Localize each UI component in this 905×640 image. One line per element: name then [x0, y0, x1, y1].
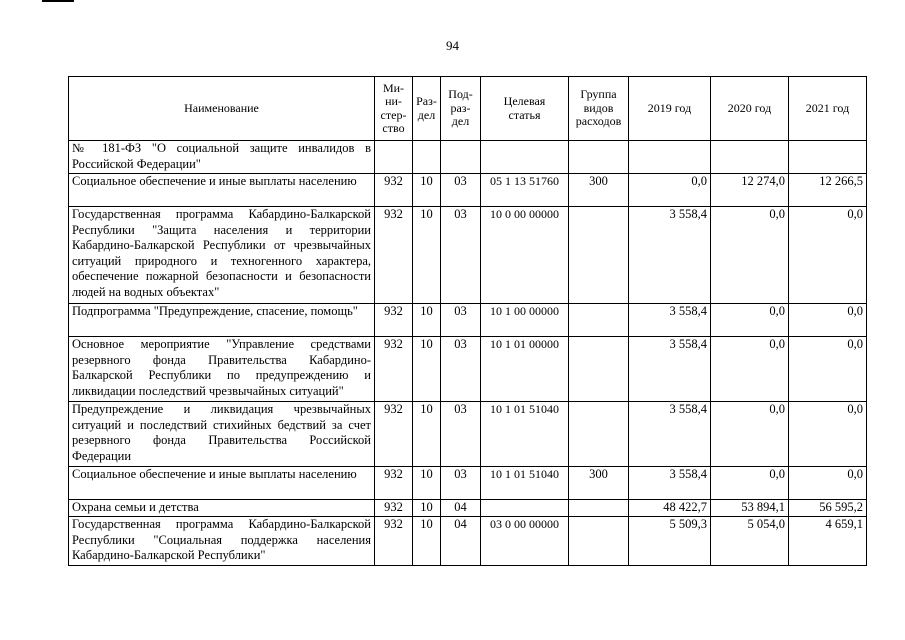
header-2021: 2021 год [789, 77, 867, 141]
cell-section: 10 [413, 517, 441, 566]
cell-2019: 3 558,4 [629, 304, 711, 337]
cell-subsection: 03 [441, 207, 481, 304]
header-row [69, 77, 867, 141]
cell-group [569, 337, 629, 402]
header-ministry-line: Ми- [382, 80, 405, 95]
cell-section: 10 [413, 467, 441, 500]
cell-target: 10 1 00 00000 [481, 304, 569, 337]
budget-table [68, 76, 867, 566]
cell-2021 [789, 141, 867, 174]
cell-subsection: 04 [441, 500, 481, 517]
header-group-line: расходов [575, 114, 622, 129]
header-ministry-line: ни- [385, 94, 402, 108]
header-ministry [375, 77, 413, 141]
table-row [69, 174, 867, 207]
cell-target: 10 1 01 51040 [481, 402, 569, 467]
header-subsection-line: Под- [448, 87, 473, 102]
cell-ministry: 932 [375, 304, 413, 337]
cell-2019: 3 558,4 [629, 402, 711, 467]
cell-section: 10 [413, 174, 441, 207]
cell-2019: 5 509,3 [629, 517, 711, 566]
cell-group [569, 500, 629, 517]
table-row [69, 517, 867, 566]
table-row [69, 337, 867, 402]
cell-ministry: 932 [375, 402, 413, 467]
cell-2020: 0,0 [711, 467, 789, 500]
cell-2020: 0,0 [711, 304, 789, 337]
cell-target [481, 500, 569, 517]
cell-section: 10 [413, 402, 441, 467]
cell-subsection: 03 [441, 337, 481, 402]
table-row [69, 141, 867, 174]
cell-target: 05 1 13 51760 [481, 174, 569, 207]
cell-section: 10 [413, 304, 441, 337]
header-ministry-line: ство [382, 121, 405, 135]
table-row [69, 402, 867, 467]
cell-section: 10 [413, 500, 441, 517]
page-number: 94 [446, 38, 459, 53]
cell-target: 10 1 01 00000 [481, 337, 569, 402]
corner-mark [42, 0, 74, 2]
cell-group [569, 207, 629, 304]
cell-section: 10 [413, 337, 441, 402]
cell-name: Социальное обеспечение и иные выплаты населению [69, 467, 375, 500]
cell-group [569, 402, 629, 467]
cell-name: Государственная программа Кабардино-Балкарской Республики "Социальная поддержка населения Кабардино-Балкарской Республики" [69, 517, 375, 566]
cell-2019: 3 558,4 [629, 467, 711, 500]
cell-group [569, 517, 629, 566]
header-name: Наименование [69, 77, 375, 141]
cell-2021: 0,0 [789, 304, 867, 337]
header-group-line: видов [583, 100, 614, 115]
cell-2019: 3 558,4 [629, 207, 711, 304]
header-ministry-line: стер- [380, 107, 407, 122]
header-section [413, 77, 441, 141]
cell-2019: 0,0 [629, 174, 711, 207]
table-row [69, 207, 867, 304]
header-target [481, 77, 569, 141]
cell-2021: 0,0 [789, 207, 867, 304]
cell-ministry: 932 [375, 337, 413, 402]
cell-group [569, 304, 629, 337]
cell-name: Социальное обеспечение и иные выплаты населению [69, 174, 375, 207]
cell-2021: 0,0 [789, 337, 867, 402]
cell-2019 [629, 141, 711, 174]
cell-2021: 56 595,2 [789, 500, 867, 517]
cell-group: 300 [569, 467, 629, 500]
cell-subsection: 03 [441, 467, 481, 500]
table-row [69, 304, 867, 337]
cell-2020: 53 894,1 [711, 500, 789, 517]
cell-name: Подпрограмма "Предупреждение, спасение, помощь" [69, 304, 375, 337]
cell-name: Предупреждение и ликвидация чрезвычайных ситуаций и последствий стихийных бедствий за счет резервного фонда Правительства Российской Федерации [69, 402, 375, 467]
header-target-line: статья [508, 107, 541, 122]
cell-2021: 0,0 [789, 402, 867, 467]
cell-2020: 5 054,0 [711, 517, 789, 566]
cell-name: № 181-ФЗ "О социальной защите инвалидов в Российской Федерации" [69, 141, 375, 174]
cell-name: Охрана семьи и детства [69, 500, 375, 517]
cell-2020: 12 274,0 [711, 174, 789, 207]
cell-target: 10 0 00 00000 [481, 207, 569, 304]
header-subsection-line: раз- [450, 100, 471, 115]
cell-group: 300 [569, 174, 629, 207]
header-subsection [441, 77, 481, 141]
cell-ministry: 932 [375, 207, 413, 304]
cell-subsection [441, 141, 481, 174]
cell-2020: 0,0 [711, 207, 789, 304]
cell-section: 10 [413, 207, 441, 304]
cell-target [481, 141, 569, 174]
cell-ministry: 932 [375, 467, 413, 500]
cell-2021: 4 659,1 [789, 517, 867, 566]
cell-ministry: 932 [375, 174, 413, 207]
cell-2020 [711, 141, 789, 174]
cell-ministry [375, 141, 413, 174]
cell-subsection: 03 [441, 174, 481, 207]
cell-2021: 0,0 [789, 467, 867, 500]
table-row [69, 500, 867, 517]
cell-2019: 48 422,7 [629, 500, 711, 517]
cell-ministry: 932 [375, 500, 413, 517]
header-group [569, 77, 629, 141]
cell-2021: 12 266,5 [789, 174, 867, 207]
cell-subsection: 03 [441, 402, 481, 467]
cell-group [569, 141, 629, 174]
header-2019: 2019 год [629, 77, 711, 141]
cell-section [413, 141, 441, 174]
cell-2020: 0,0 [711, 337, 789, 402]
cell-ministry: 932 [375, 517, 413, 566]
cell-name: Основное мероприятие "Управление средствами резервного фонда Правительства Кабардино-Балкарской Республики по предупреждению и ликвидации последствий чрезвычайных ситуаций" [69, 337, 375, 402]
cell-name: Государственная программа Кабардино-Балкарской Республики "Защита населения и территории Кабардино-Балкарской Республики от чрезвычайных ситуаций природного и техногенного характера, обеспечение пожарной безопасности и безопасности людей на водных объектах" [69, 207, 375, 304]
table-row [69, 467, 867, 500]
cell-subsection: 04 [441, 517, 481, 566]
header-subsection-line: дел [451, 114, 470, 129]
header-group-line: Группа [580, 87, 617, 102]
header-section-line: Раз- [416, 94, 437, 108]
cell-subsection: 03 [441, 304, 481, 337]
header-2020: 2020 год [711, 77, 789, 141]
header-target-line: Целевая [503, 94, 546, 108]
cell-2019: 3 558,4 [629, 337, 711, 402]
header-section-line: дел [417, 107, 436, 122]
cell-target: 10 1 01 51040 [481, 467, 569, 500]
cell-2020: 0,0 [711, 402, 789, 467]
cell-target: 03 0 00 00000 [481, 517, 569, 566]
